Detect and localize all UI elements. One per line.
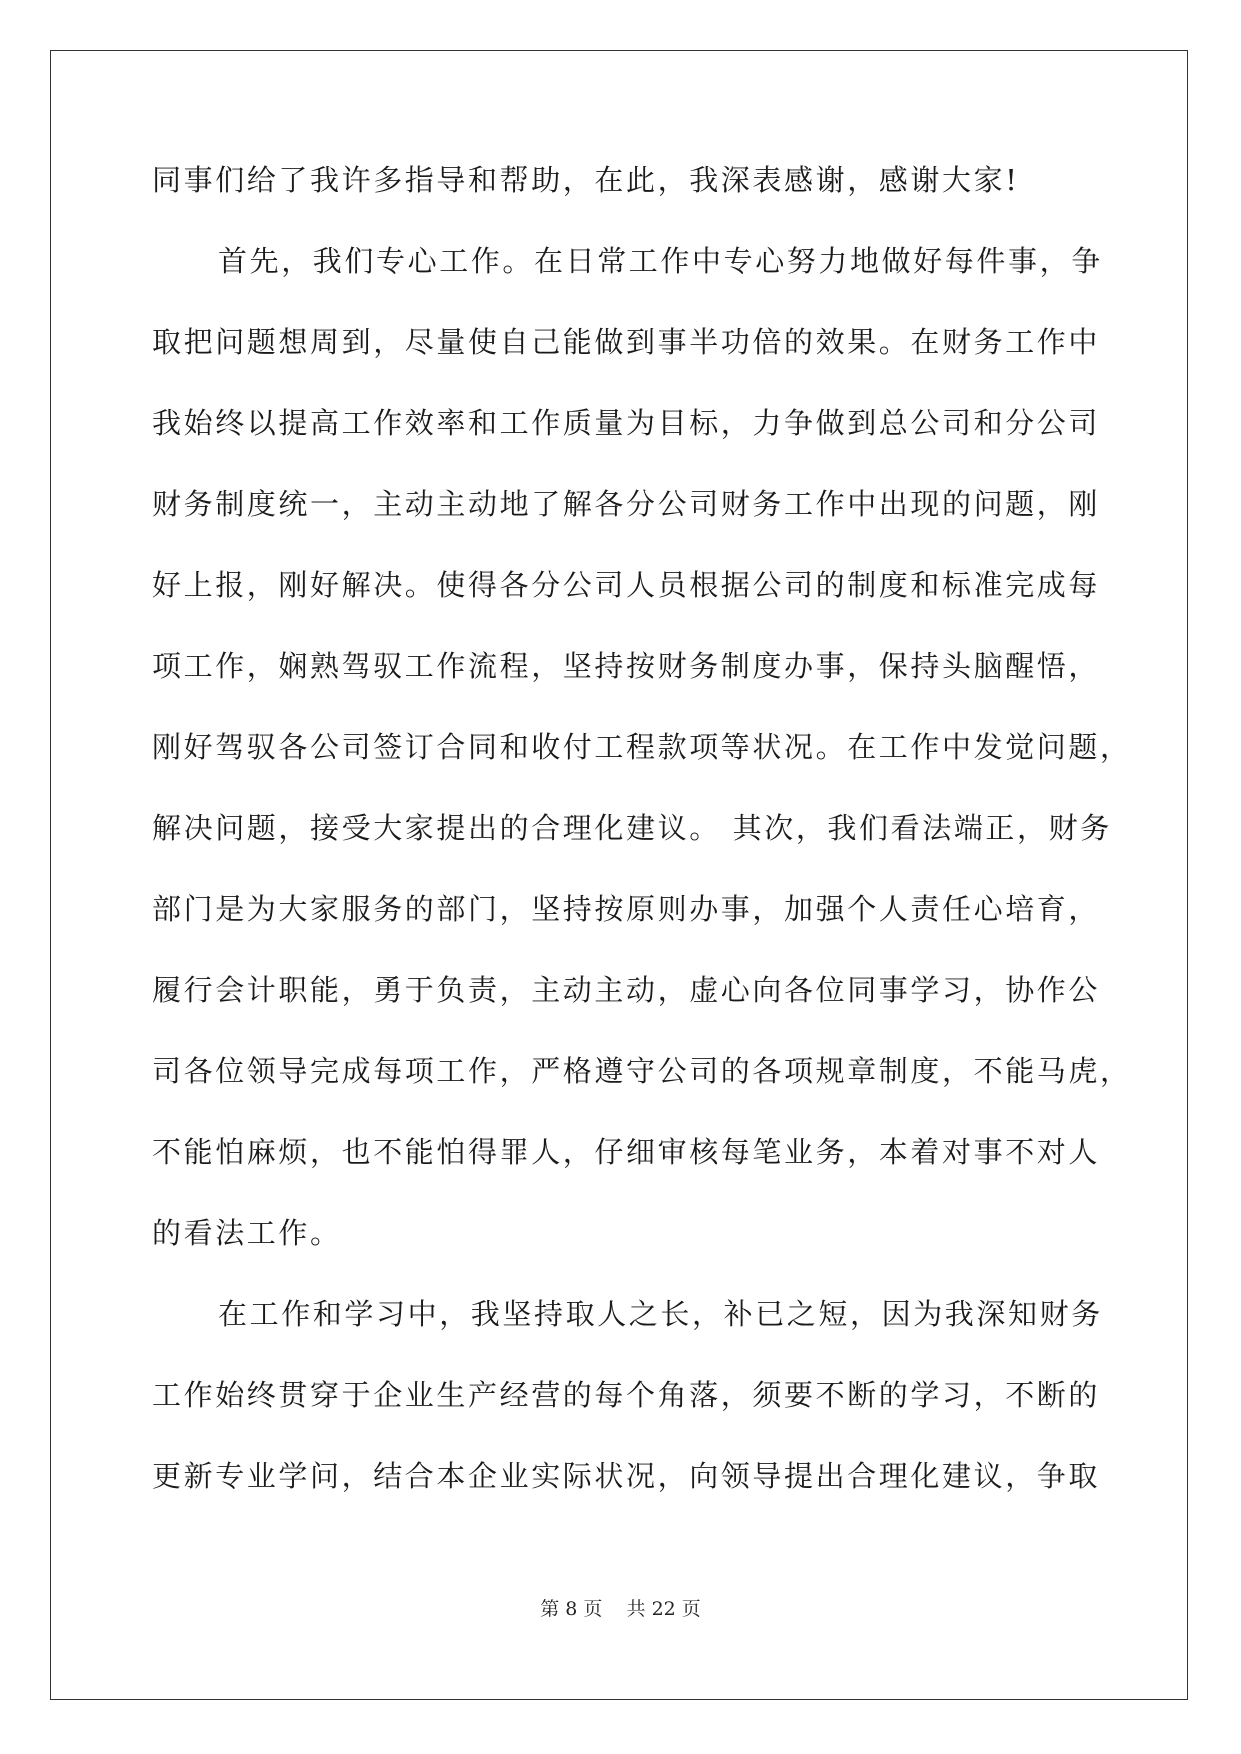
text-line: 司各位领导完成每项工作，严格遵守公司的各项规章制度，不能马虎，: [152, 1054, 1132, 1088]
page-footer: [0, 1594, 1241, 1621]
text-line: 取把问题想周到，尽量使自己能做到事半功倍的效果。在财务工作中: [152, 325, 1101, 359]
text-line: 部门是为大家服务的部门，坚持按原则办事，加强个人责任心培育，: [152, 892, 1101, 926]
text-line: 履行会计职能，勇于负责，主动主动，虚心向各位同事学习，协作公: [152, 973, 1101, 1007]
text-line: 在工作和学习中，我坚持取人之长，补已之短，因为我深知财务: [218, 1297, 1103, 1331]
document-body: [152, 158, 1132, 1535]
text-line: 刚好驾驭各公司签订合同和收付工程款项等状况。在工作中发觉问题，: [152, 730, 1132, 764]
text-line: 更新专业学问，结合本企业实际状况，向领导提出合理化建议，争取: [152, 1459, 1101, 1493]
text-line: 项工作，娴熟驾驭工作流程，坚持按财务制度办事，保持头脑醒悟，: [152, 649, 1101, 683]
text-line: 解决问题，接受大家提出的合理化建议。 其次，我们看法端正，财务: [152, 811, 1112, 845]
text-line: 我始终以提高工作效率和工作质量为目标，力争做到总公司和分公司: [152, 406, 1101, 440]
page-total: 共 22 页: [626, 1598, 701, 1620]
text-line: 不能怕麻烦，也不能怕得罪人，仔细审核每笔业务，本着对事不对人: [152, 1135, 1101, 1169]
text-line: 首先，我们专心工作。在日常工作中专心努力地做好每件事，争: [218, 244, 1103, 278]
page-number: 第 8 页: [540, 1598, 603, 1620]
text-line: 同事们给了我许多指导和帮助，在此，我深表感谢，感谢大家!: [152, 163, 1020, 197]
text-line: 财务制度统一，主动主动地了解各分公司财务工作中出现的问题，刚: [152, 487, 1101, 521]
text-line: 好上报，刚好解决。使得各分公司人员根据公司的制度和标准完成每: [152, 568, 1101, 602]
text-line: 的看法工作。: [152, 1216, 342, 1250]
text-line: 工作始终贯穿于企业生产经营的每个角落，须要不断的学习，不断的: [152, 1378, 1101, 1412]
